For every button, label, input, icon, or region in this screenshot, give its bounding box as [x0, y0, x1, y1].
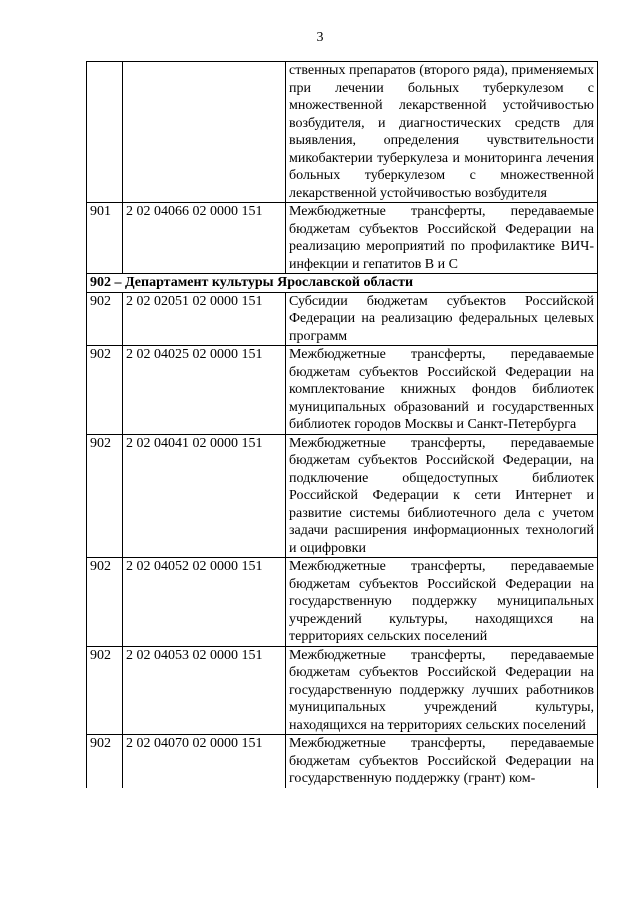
- table-body: [87, 62, 598, 788]
- admin-code-cell: 902: [87, 346, 123, 435]
- budget-code-cell: 2 02 04025 02 0000 151: [123, 346, 286, 435]
- budget-code-cell: 2 02 04066 02 0000 151: [123, 203, 286, 274]
- table-row: [87, 292, 598, 346]
- description-cell: Субсидии бюджетам субъектов Российской Федерации на реализацию федеральных целевых программ: [286, 292, 598, 346]
- table-row: [87, 346, 598, 435]
- admin-code-cell: 902: [87, 735, 123, 788]
- budget-code-cell: 2 02 04053 02 0000 151: [123, 646, 286, 735]
- description-cell: Межбюджетные трансферты, передаваемые бюджетам субъектов Российской Федерации на государственную поддержку лучших работников муниципальных учреждений культуры, находящихся на территориях сельских поселений: [286, 646, 598, 735]
- admin-code-cell: 902: [87, 434, 123, 558]
- description-cell: Межбюджетные трансферты, передаваемые бюджетам субъектов Российской Федерации на государственную поддержку (грант) ком-: [286, 735, 598, 788]
- admin-code-cell: [87, 62, 123, 203]
- table-row: [87, 646, 598, 735]
- description-cell: Межбюджетные трансферты, передаваемые бюджетам субъектов Российской Федерации на комплектование книжных фондов библиотек муниципальных образований и государственных библиотек городов Москвы и Санкт-Петербурга: [286, 346, 598, 435]
- budget-code-cell: 2 02 04070 02 0000 151: [123, 735, 286, 788]
- table-row: [87, 62, 598, 203]
- budget-code-cell: [123, 62, 286, 203]
- section-title: 902 – Департамент культуры Ярославской области: [87, 274, 598, 293]
- section-header-row: [87, 274, 598, 293]
- admin-code-cell: 902: [87, 292, 123, 346]
- table-row: [87, 558, 598, 647]
- admin-code-cell: 901: [87, 203, 123, 274]
- revenue-codes-table: [86, 61, 598, 788]
- admin-code-cell: 902: [87, 646, 123, 735]
- budget-code-cell: 2 02 04052 02 0000 151: [123, 558, 286, 647]
- budget-code-cell: 2 02 04041 02 0000 151: [123, 434, 286, 558]
- budget-code-cell: 2 02 02051 02 0000 151: [123, 292, 286, 346]
- table-row: [87, 735, 598, 788]
- description-cell: ственных препаратов (второго ряда), применяемых при лечении больных туберкулезом с множественной лекарственной устойчивостью возбудителя, и диагностических средств для выявления, определения чувствительности микобактерии туберкулеза и мониторинга лечения больных туберкулезом с множественной лекарственной устойчивостью возбудителя: [286, 62, 598, 203]
- table-row: [87, 434, 598, 558]
- description-cell: Межбюджетные трансферты, передаваемые бюджетам субъектов Российской Федерации, на подключение общедоступных библиотек Российской Федерации к сети Интернет и развитие системы библиотечного дела с учетом задачи расширения информационных технологий и оцифровки: [286, 434, 598, 558]
- description-cell: Межбюджетные трансферты, передаваемые бюджетам субъектов Российской Федерации на государственную поддержку муниципальных учреждений культуры, находящихся на территориях сельских поселений: [286, 558, 598, 647]
- admin-code-cell: 902: [87, 558, 123, 647]
- table-row: [87, 203, 598, 274]
- description-cell: Межбюджетные трансферты, передаваемые бюджетам субъектов Российской Федерации на реализацию мероприятий по профилактике ВИЧ-инфекции и гепатитов B и C: [286, 203, 598, 274]
- page-number: 3: [316, 30, 324, 45]
